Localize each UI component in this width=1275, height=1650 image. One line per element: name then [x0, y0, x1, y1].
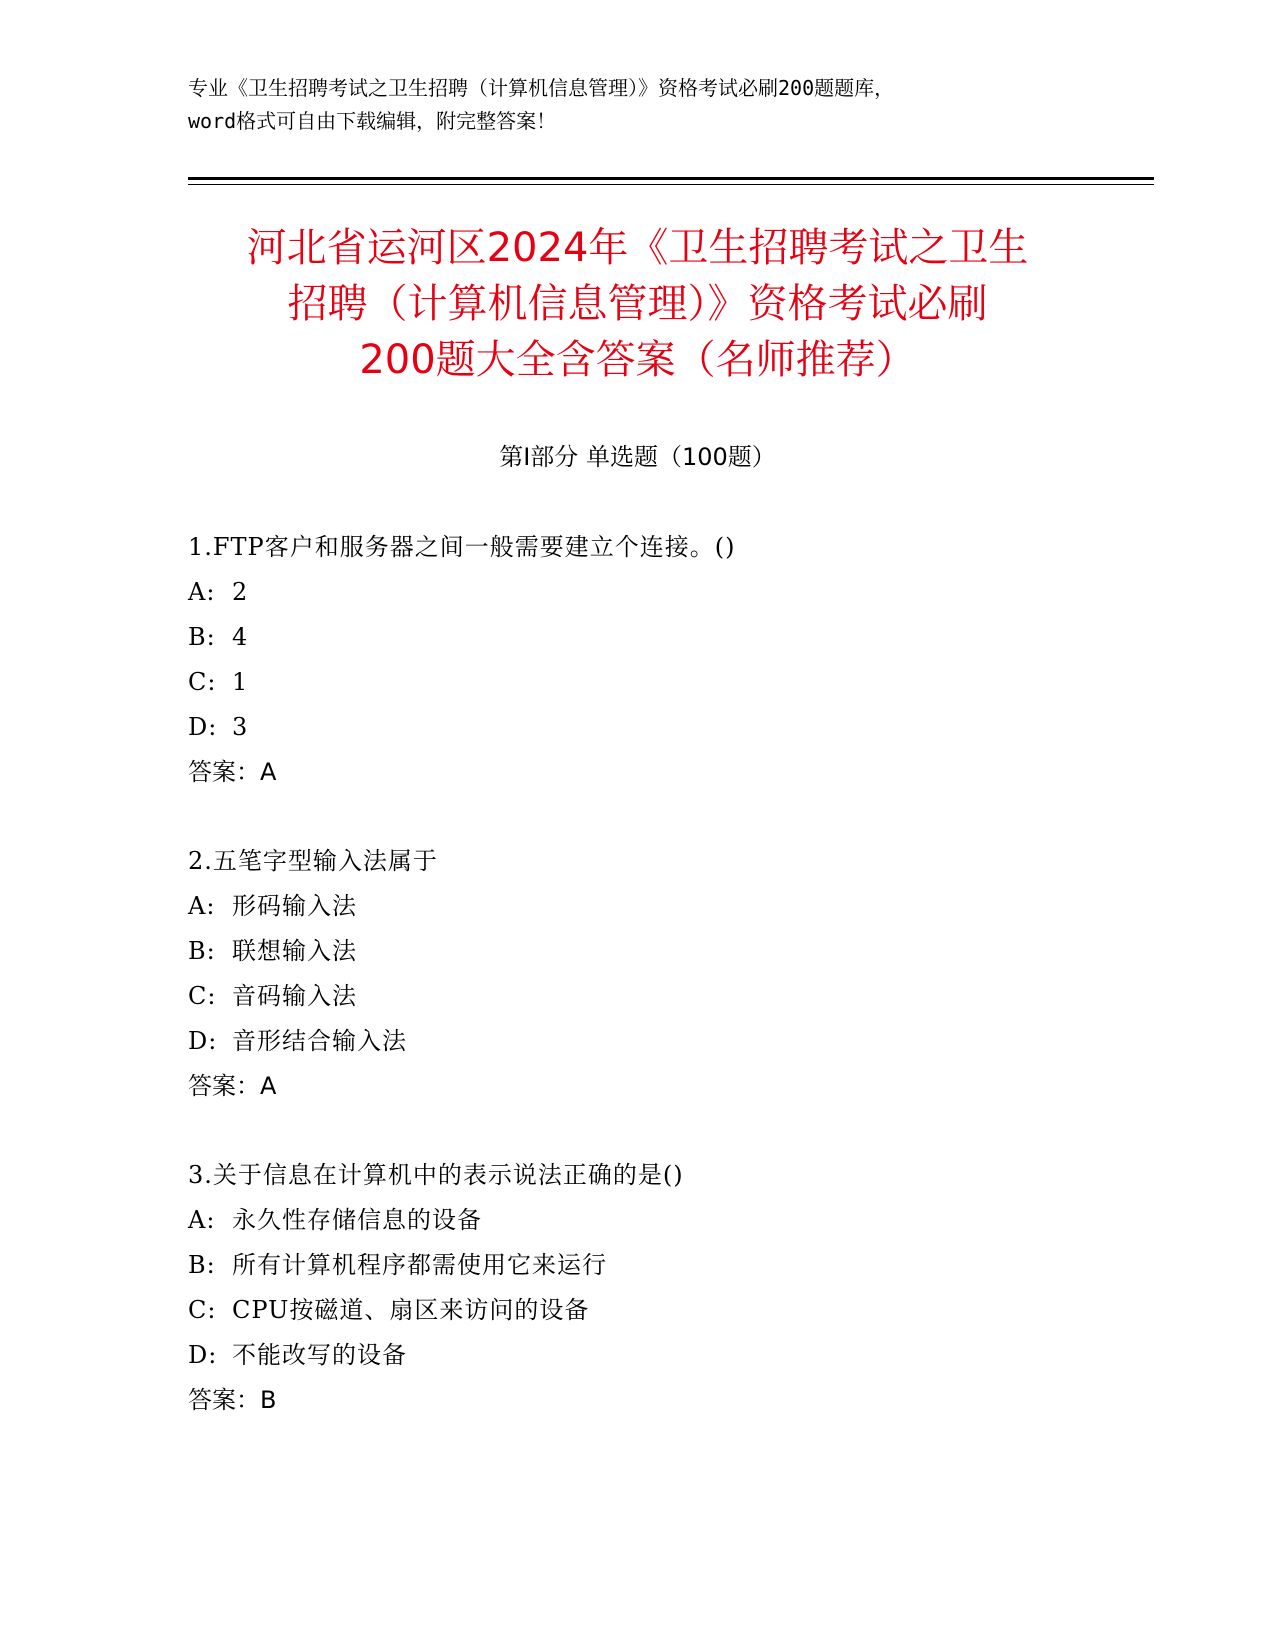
option-label: C:	[188, 982, 217, 1010]
option-label: C:	[188, 1296, 217, 1324]
option-a	[188, 570, 1138, 615]
option-d	[188, 705, 1138, 750]
option-label: A:	[188, 892, 216, 920]
option-text: 2	[232, 578, 249, 606]
option-label: D:	[188, 1027, 218, 1055]
section-heading: 第Ⅰ部分 单选题（100题）	[499, 443, 776, 471]
option-label: D:	[188, 713, 218, 741]
option-label: B:	[188, 937, 216, 965]
answer: 答案：B	[188, 1386, 277, 1414]
title-line-2: 招聘（计算机信息管理）》资格考试必刷	[287, 281, 988, 327]
option-text: 1	[232, 668, 249, 696]
option-text: 不能改写的设备	[232, 1341, 407, 1369]
option-text: 联想输入法	[232, 937, 357, 965]
document-header-note	[188, 72, 1088, 138]
question-3	[188, 1153, 1138, 1423]
header-divider-thick	[188, 177, 1154, 180]
option-a	[188, 1198, 1138, 1243]
option-text: 永久性存储信息的设备	[232, 1206, 482, 1234]
answer: 答案：A	[188, 758, 277, 786]
option-b	[188, 615, 1138, 660]
question-stem: 2.五笔字型输入法属于	[188, 847, 438, 875]
option-text: 3	[232, 713, 249, 741]
title-line-3: 200题大全含答案（名师推荐）	[359, 337, 916, 383]
option-text: 音形结合输入法	[232, 1027, 407, 1055]
question-stem: 3.关于信息在计算机中的表示说法正确的是()	[188, 1161, 684, 1189]
option-b	[188, 929, 1138, 974]
option-label: A:	[188, 578, 216, 606]
answer: 答案：A	[188, 1072, 277, 1100]
question-1	[188, 525, 1138, 795]
option-text: 所有计算机程序都需使用它来运行	[232, 1251, 607, 1279]
option-label: B:	[188, 1251, 216, 1279]
header-line-2: word格式可自由下载编辑，附完整答案！	[188, 109, 557, 133]
header-line-1: 专业《卫生招聘考试之卫生招聘（计算机信息管理）》资格考试必刷200题题库，	[188, 76, 895, 100]
question-list	[188, 525, 1138, 1467]
option-text: 4	[232, 623, 249, 651]
option-label: B:	[188, 623, 216, 651]
option-text: CPU按磁道、扇区来访问的设备	[232, 1296, 590, 1324]
option-a	[188, 884, 1138, 929]
option-d	[188, 1019, 1138, 1064]
option-d	[188, 1333, 1138, 1378]
question-2	[188, 839, 1138, 1109]
option-text: 形码输入法	[232, 892, 357, 920]
option-c	[188, 660, 1138, 705]
header-divider-thin	[188, 184, 1154, 185]
option-b	[188, 1243, 1138, 1288]
document-title	[150, 220, 1125, 388]
option-text: 音码输入法	[232, 982, 357, 1010]
option-label: A:	[188, 1206, 216, 1234]
option-label: C:	[188, 668, 217, 696]
option-c	[188, 1288, 1138, 1333]
option-label: D:	[188, 1341, 218, 1369]
question-stem: 1.FTP客户和服务器之间一般需要建立个连接。()	[188, 533, 736, 561]
option-c	[188, 974, 1138, 1019]
title-line-1: 河北省运河区2024年《卫生招聘考试之卫生	[246, 225, 1029, 271]
